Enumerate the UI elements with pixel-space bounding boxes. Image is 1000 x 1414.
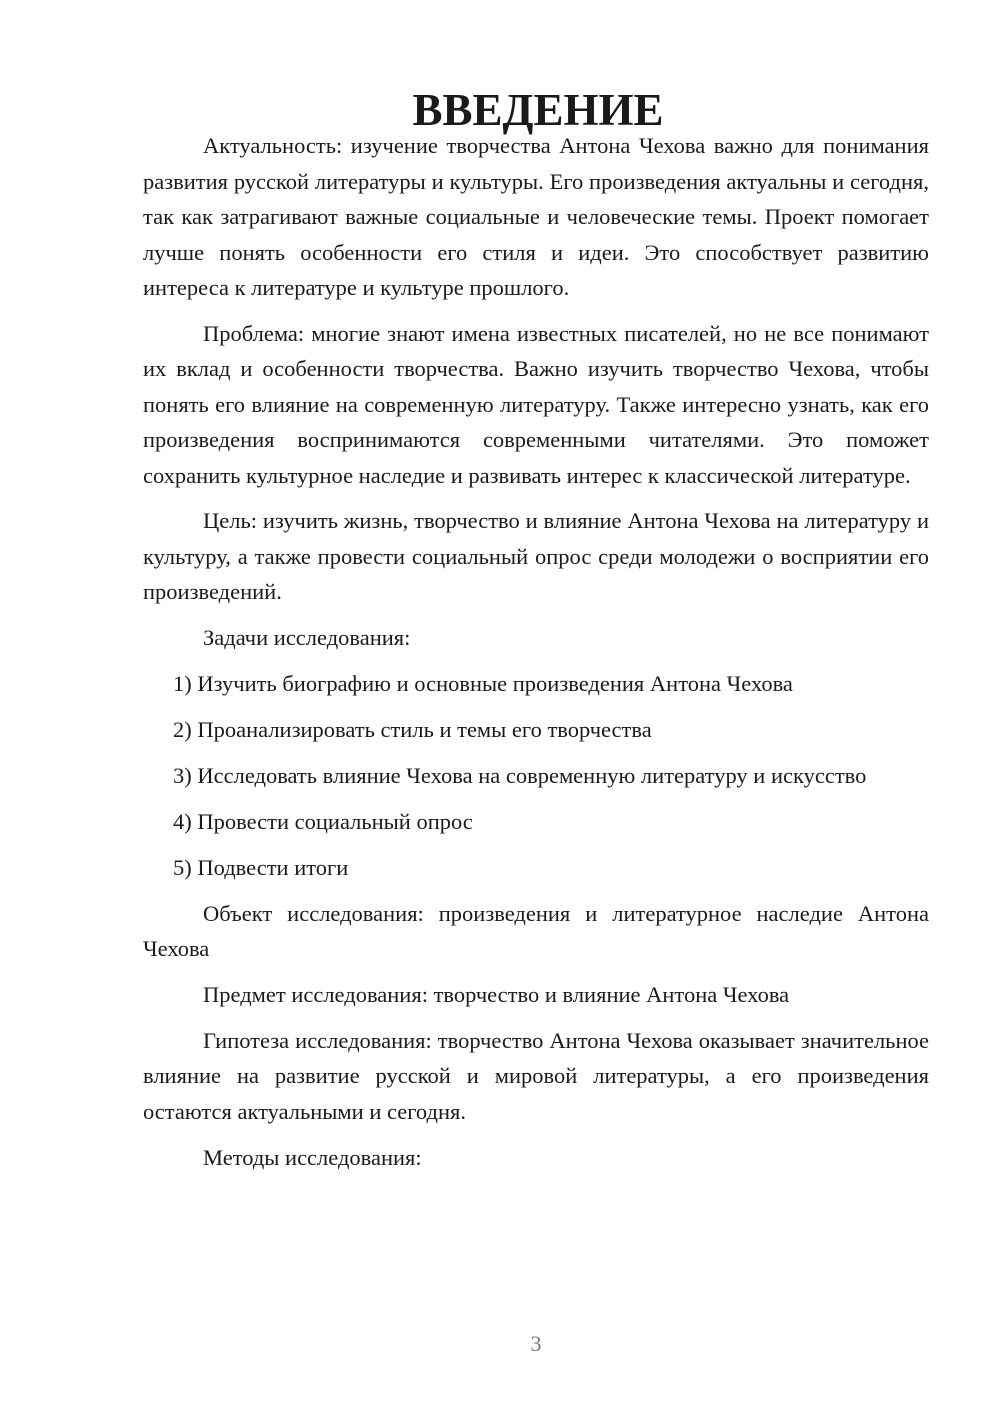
task-item: 1) Изучить биографию и основные произведения Антона Чехова (173, 671, 793, 697)
page-title: ВВЕДЕНИЕ (412, 85, 664, 135)
problem-paragraph: Проблема: многие знают имена известных писателей, но не все понимают их вклад и особенности творчества. Важно изучить творчество Чехова, чтобы понять его влияние на современную литературу. Также интересно узнать, как его произведения воспринимаются современными читателями. Это поможет сохранить культурное наследие и развивать интерес к классической литературе. (143, 320, 929, 488)
page-number: 3 (530, 1331, 542, 1356)
object-paragraph: Объект исследования: произведения и литературное наследие Антона Чехова (143, 900, 929, 962)
task-item: 4) Провести социальный опрос (173, 808, 473, 834)
task-item: 5) Подвести итоги (173, 854, 349, 880)
task-item: 3) Исследовать влияние Чехова на современную литературу и искусство (173, 762, 867, 788)
task-item: 2) Проанализировать стиль и темы его творчества (173, 717, 652, 742)
methods-heading: Методы исследования: (203, 1144, 422, 1170)
goal-paragraph: Цель: изучить жизнь, творчество и влияние Антона Чехова на литературу и культуру, а также провести социальный опрос среди молодежи о восприятии его произведений. (143, 508, 929, 605)
subject-paragraph: Предмет исследования: творчество и влияние Антона Чехова (203, 981, 790, 1007)
tasks-heading: Задачи исследования: (203, 625, 411, 651)
relevance-paragraph: Актуальность: изучение творчества Антона Чехова важно для понимания развития русской литературы и культуры. Его произведения актуальны и сегодня, так как затрагивают важные социальные и человеческие темы. Проект помогает лучше понять особенности его стиля и идеи. Это способствует развитию интереса к литературе и культуре прошлого. (143, 133, 929, 301)
page-content (143, 85, 929, 1175)
hypothesis-paragraph: Гипотеза исследования: творчество Антона Чехова оказывает значительное влияние на развитие русской и мировой литературы, а его произведения остаются актуальными и сегодня. (143, 1027, 929, 1124)
